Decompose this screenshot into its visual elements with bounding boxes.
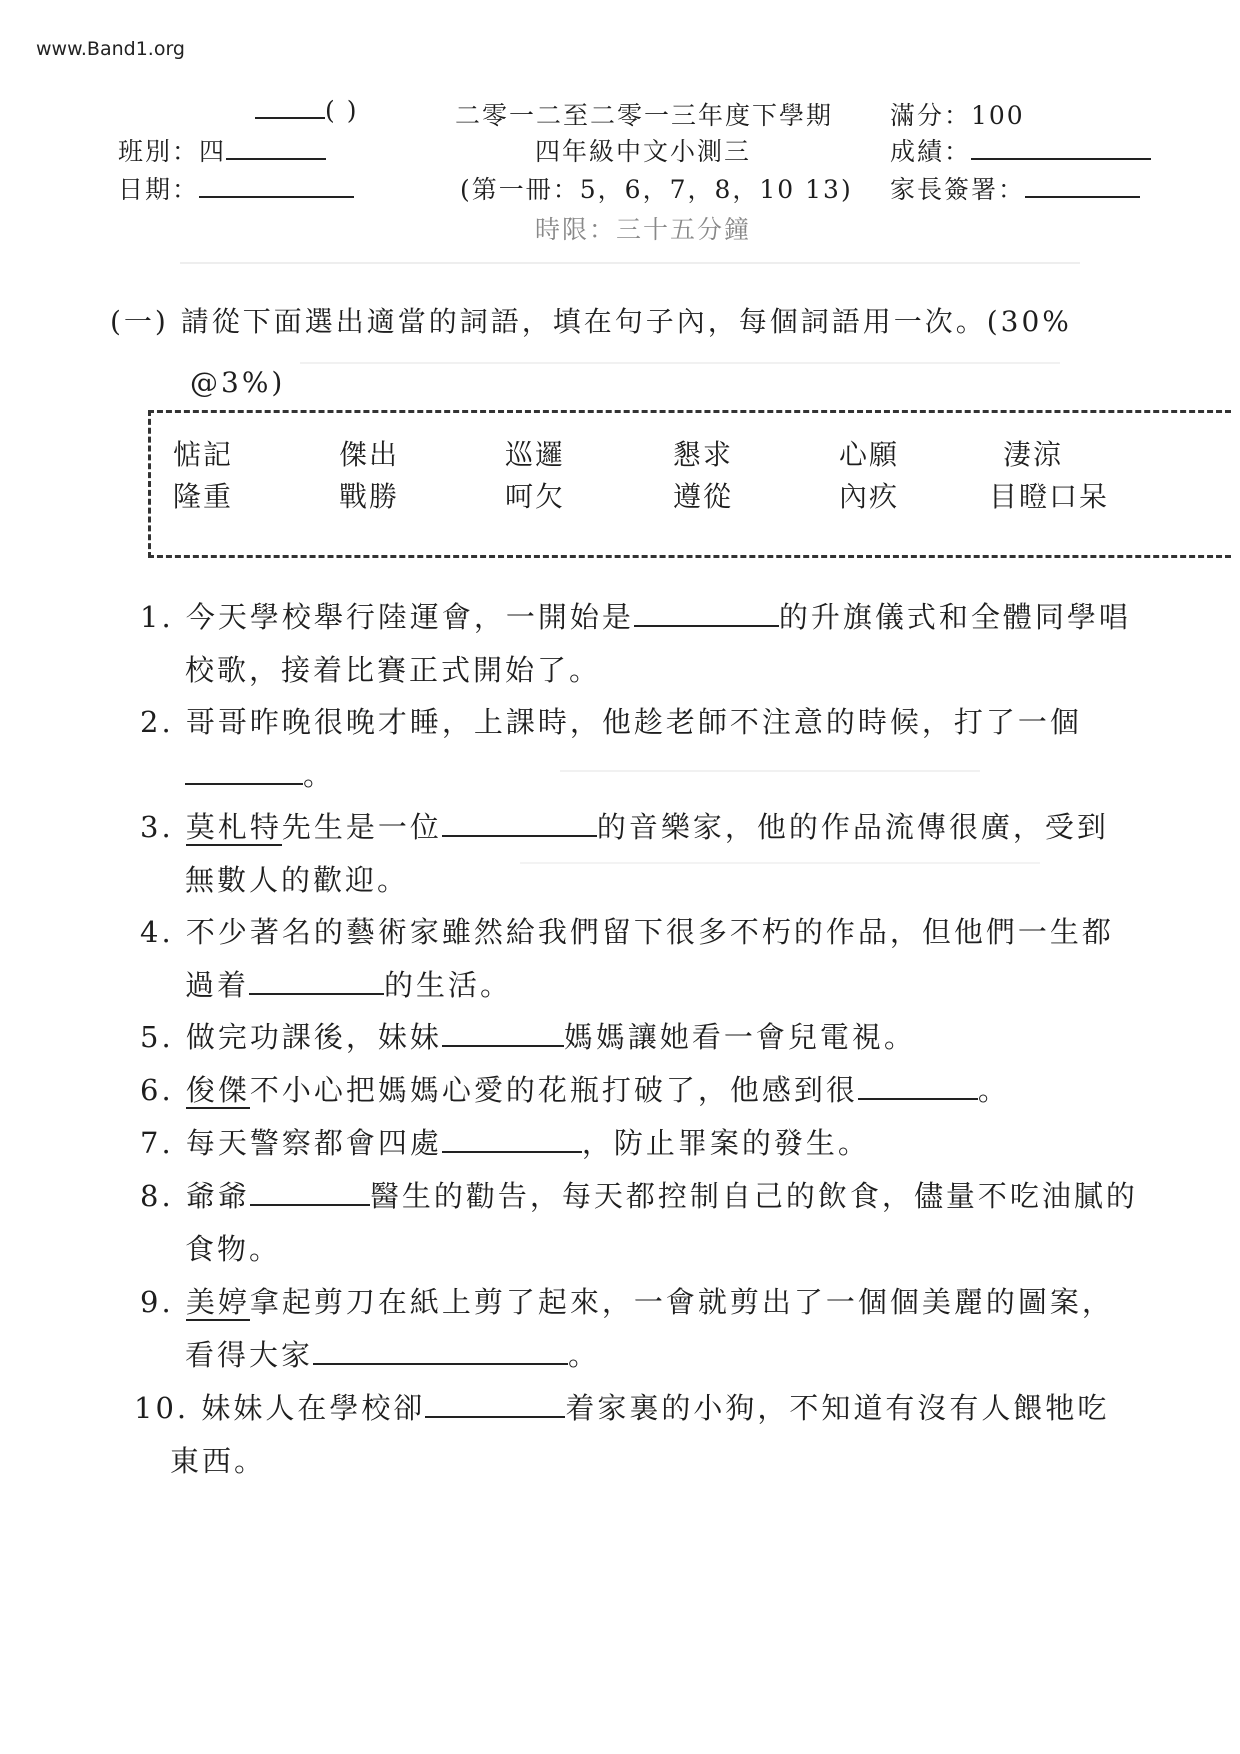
question-text: 媽媽讓她看一會兒電視。 xyxy=(563,1020,916,1054)
question-text: 。 xyxy=(568,1338,601,1372)
question-text: 。 xyxy=(303,758,336,792)
class-paren-line xyxy=(255,96,358,125)
word-bank-item: 懇求 xyxy=(673,438,734,471)
question-number: 9. xyxy=(140,1285,174,1319)
question-number: 1. xyxy=(140,600,174,634)
answer-blank[interactable] xyxy=(442,1023,564,1047)
question-number: 8. xyxy=(140,1179,174,1213)
word-bank-item: 傑出 xyxy=(339,438,400,471)
proper-name: 美婷 xyxy=(185,1285,250,1319)
answer-blank[interactable] xyxy=(185,761,303,785)
answer-blank[interactable] xyxy=(313,1341,568,1365)
word-bank-item: 惦記 xyxy=(173,438,234,471)
word-bank-item: 戰勝 xyxy=(339,480,400,513)
question-number: 7. xyxy=(140,1126,174,1160)
site-watermark: www.Band1.org xyxy=(36,38,185,60)
score-label: 成績： xyxy=(890,137,972,166)
question-text: 今天學校舉行陸運會，一開始是 xyxy=(185,600,634,634)
word-bank-item: 呵欠 xyxy=(505,480,566,513)
question-6 xyxy=(140,1068,1010,1109)
question-text: 的生活。 xyxy=(384,968,513,1002)
name-blank xyxy=(255,97,325,119)
question-1-cont: 校歌，接着比賽正式開始了。 xyxy=(185,653,602,687)
question-4 xyxy=(140,910,1114,951)
section-title: (一) 請從下面選出適當的詞語，填在句子內，每個詞語用一次。(30% xyxy=(110,305,1072,338)
question-text: 妹妹人在學校卻 xyxy=(201,1391,426,1425)
question-number: 3. xyxy=(140,810,174,844)
question-8 xyxy=(140,1174,1138,1215)
class-field xyxy=(118,132,326,168)
question-4-cont xyxy=(185,963,512,1004)
answer-blank[interactable] xyxy=(425,1394,565,1418)
question-text: 着家裏的小狗，不知道有沒有人餵牠吃 xyxy=(565,1391,1110,1425)
question-10-cont: 東西。 xyxy=(170,1444,267,1478)
question-text: 的升旗儀式和全體同學唱 xyxy=(778,600,1131,634)
chapter-scope: (第一冊：5，6，7，8，10 13) xyxy=(460,175,853,204)
proper-name: 莫札特 xyxy=(185,810,282,844)
section-marks: @3%) xyxy=(190,366,286,399)
class-label: 班別：四 xyxy=(118,137,227,166)
word-bank-box xyxy=(148,410,1231,558)
question-3-cont: 無數人的歡迎。 xyxy=(185,863,410,897)
score-blank xyxy=(971,138,1151,160)
score-field xyxy=(890,132,1151,168)
question-text: 做完功課後，妹妹 xyxy=(185,1020,442,1054)
question-text: 的音樂家，他的作品流傳很廣，受到 xyxy=(596,810,1109,844)
answer-blank[interactable] xyxy=(634,603,779,627)
question-text: 不少著名的藝術家雖然給我們留下很多不朽的作品，但他們一生都 xyxy=(185,915,1114,949)
answer-blank[interactable] xyxy=(250,1182,370,1206)
question-10 xyxy=(134,1386,1109,1427)
parent-blank xyxy=(1025,176,1140,198)
word-bank-item: 心願 xyxy=(839,438,900,471)
question-9-cont xyxy=(185,1333,600,1374)
question-number: 10. xyxy=(134,1391,190,1425)
question-number: 2. xyxy=(140,705,174,739)
scan-noise xyxy=(180,262,1080,264)
answer-blank[interactable] xyxy=(442,1129,582,1153)
time-limit: 時限：三十五分鐘 xyxy=(535,215,752,244)
word-bank-item: 淒涼 xyxy=(1003,438,1064,471)
question-3 xyxy=(140,805,1109,846)
question-text: 看得大家 xyxy=(185,1338,314,1372)
question-number: 6. xyxy=(140,1073,174,1107)
question-7 xyxy=(140,1121,870,1162)
grade-test: 四年級中文小測三 xyxy=(535,137,752,166)
word-bank-item: 內疚 xyxy=(839,480,900,513)
question-5 xyxy=(140,1015,916,1056)
question-text: 不小心把媽媽心愛的花瓶打破了，他感到很 xyxy=(249,1073,858,1107)
parent-signature-field xyxy=(890,170,1140,206)
question-number: 5. xyxy=(140,1020,174,1054)
question-2-cont xyxy=(185,753,335,794)
question-text: 哥哥昨晚很晚才睡，上課時，他趁老師不注意的時候，打了一個 xyxy=(185,705,1082,739)
question-text: 先生是一位 xyxy=(281,810,442,844)
word-bank-item: 遵從 xyxy=(673,480,734,513)
class-paren: ( ) xyxy=(325,96,359,125)
word-bank-item: 隆重 xyxy=(173,480,234,513)
full-marks: 滿分：100 xyxy=(890,101,1025,130)
question-number: 4. xyxy=(140,915,174,949)
answer-blank[interactable] xyxy=(858,1076,978,1100)
date-label: 日期： xyxy=(118,175,200,204)
question-text: 每天警察都會四處 xyxy=(185,1126,442,1160)
word-bank-item: 目瞪口呆 xyxy=(989,480,1110,513)
question-9 xyxy=(140,1280,1114,1321)
question-text: 醫生的勸告，每天都控制自己的飲食，儘量不吃油膩的 xyxy=(369,1179,1138,1213)
question-text: 過着 xyxy=(185,968,250,1002)
answer-blank[interactable] xyxy=(442,813,597,837)
question-text: ，防止罪案的發生。 xyxy=(581,1126,870,1160)
question-8-cont: 食物。 xyxy=(185,1232,282,1266)
class-blank xyxy=(226,138,326,160)
parent-label: 家長簽署： xyxy=(890,175,1026,204)
question-2 xyxy=(140,700,1082,741)
scan-noise xyxy=(560,770,980,772)
date-blank xyxy=(199,176,354,198)
word-bank-item: 巡邏 xyxy=(505,438,566,471)
scan-noise xyxy=(520,862,1040,864)
question-text: 拿起剪刀在紙上剪了起來，一會就剪出了一個個美麗的圖案， xyxy=(249,1285,1114,1319)
question-text: 。 xyxy=(977,1073,1010,1107)
school-year: 二零一二至二零一三年度下學期 xyxy=(455,101,834,130)
proper-name: 俊傑 xyxy=(185,1073,250,1107)
answer-blank[interactable] xyxy=(249,971,384,995)
scan-noise xyxy=(300,362,1060,364)
question-1 xyxy=(140,595,1131,636)
date-field xyxy=(118,170,354,206)
question-text: 爺爺 xyxy=(185,1179,250,1213)
